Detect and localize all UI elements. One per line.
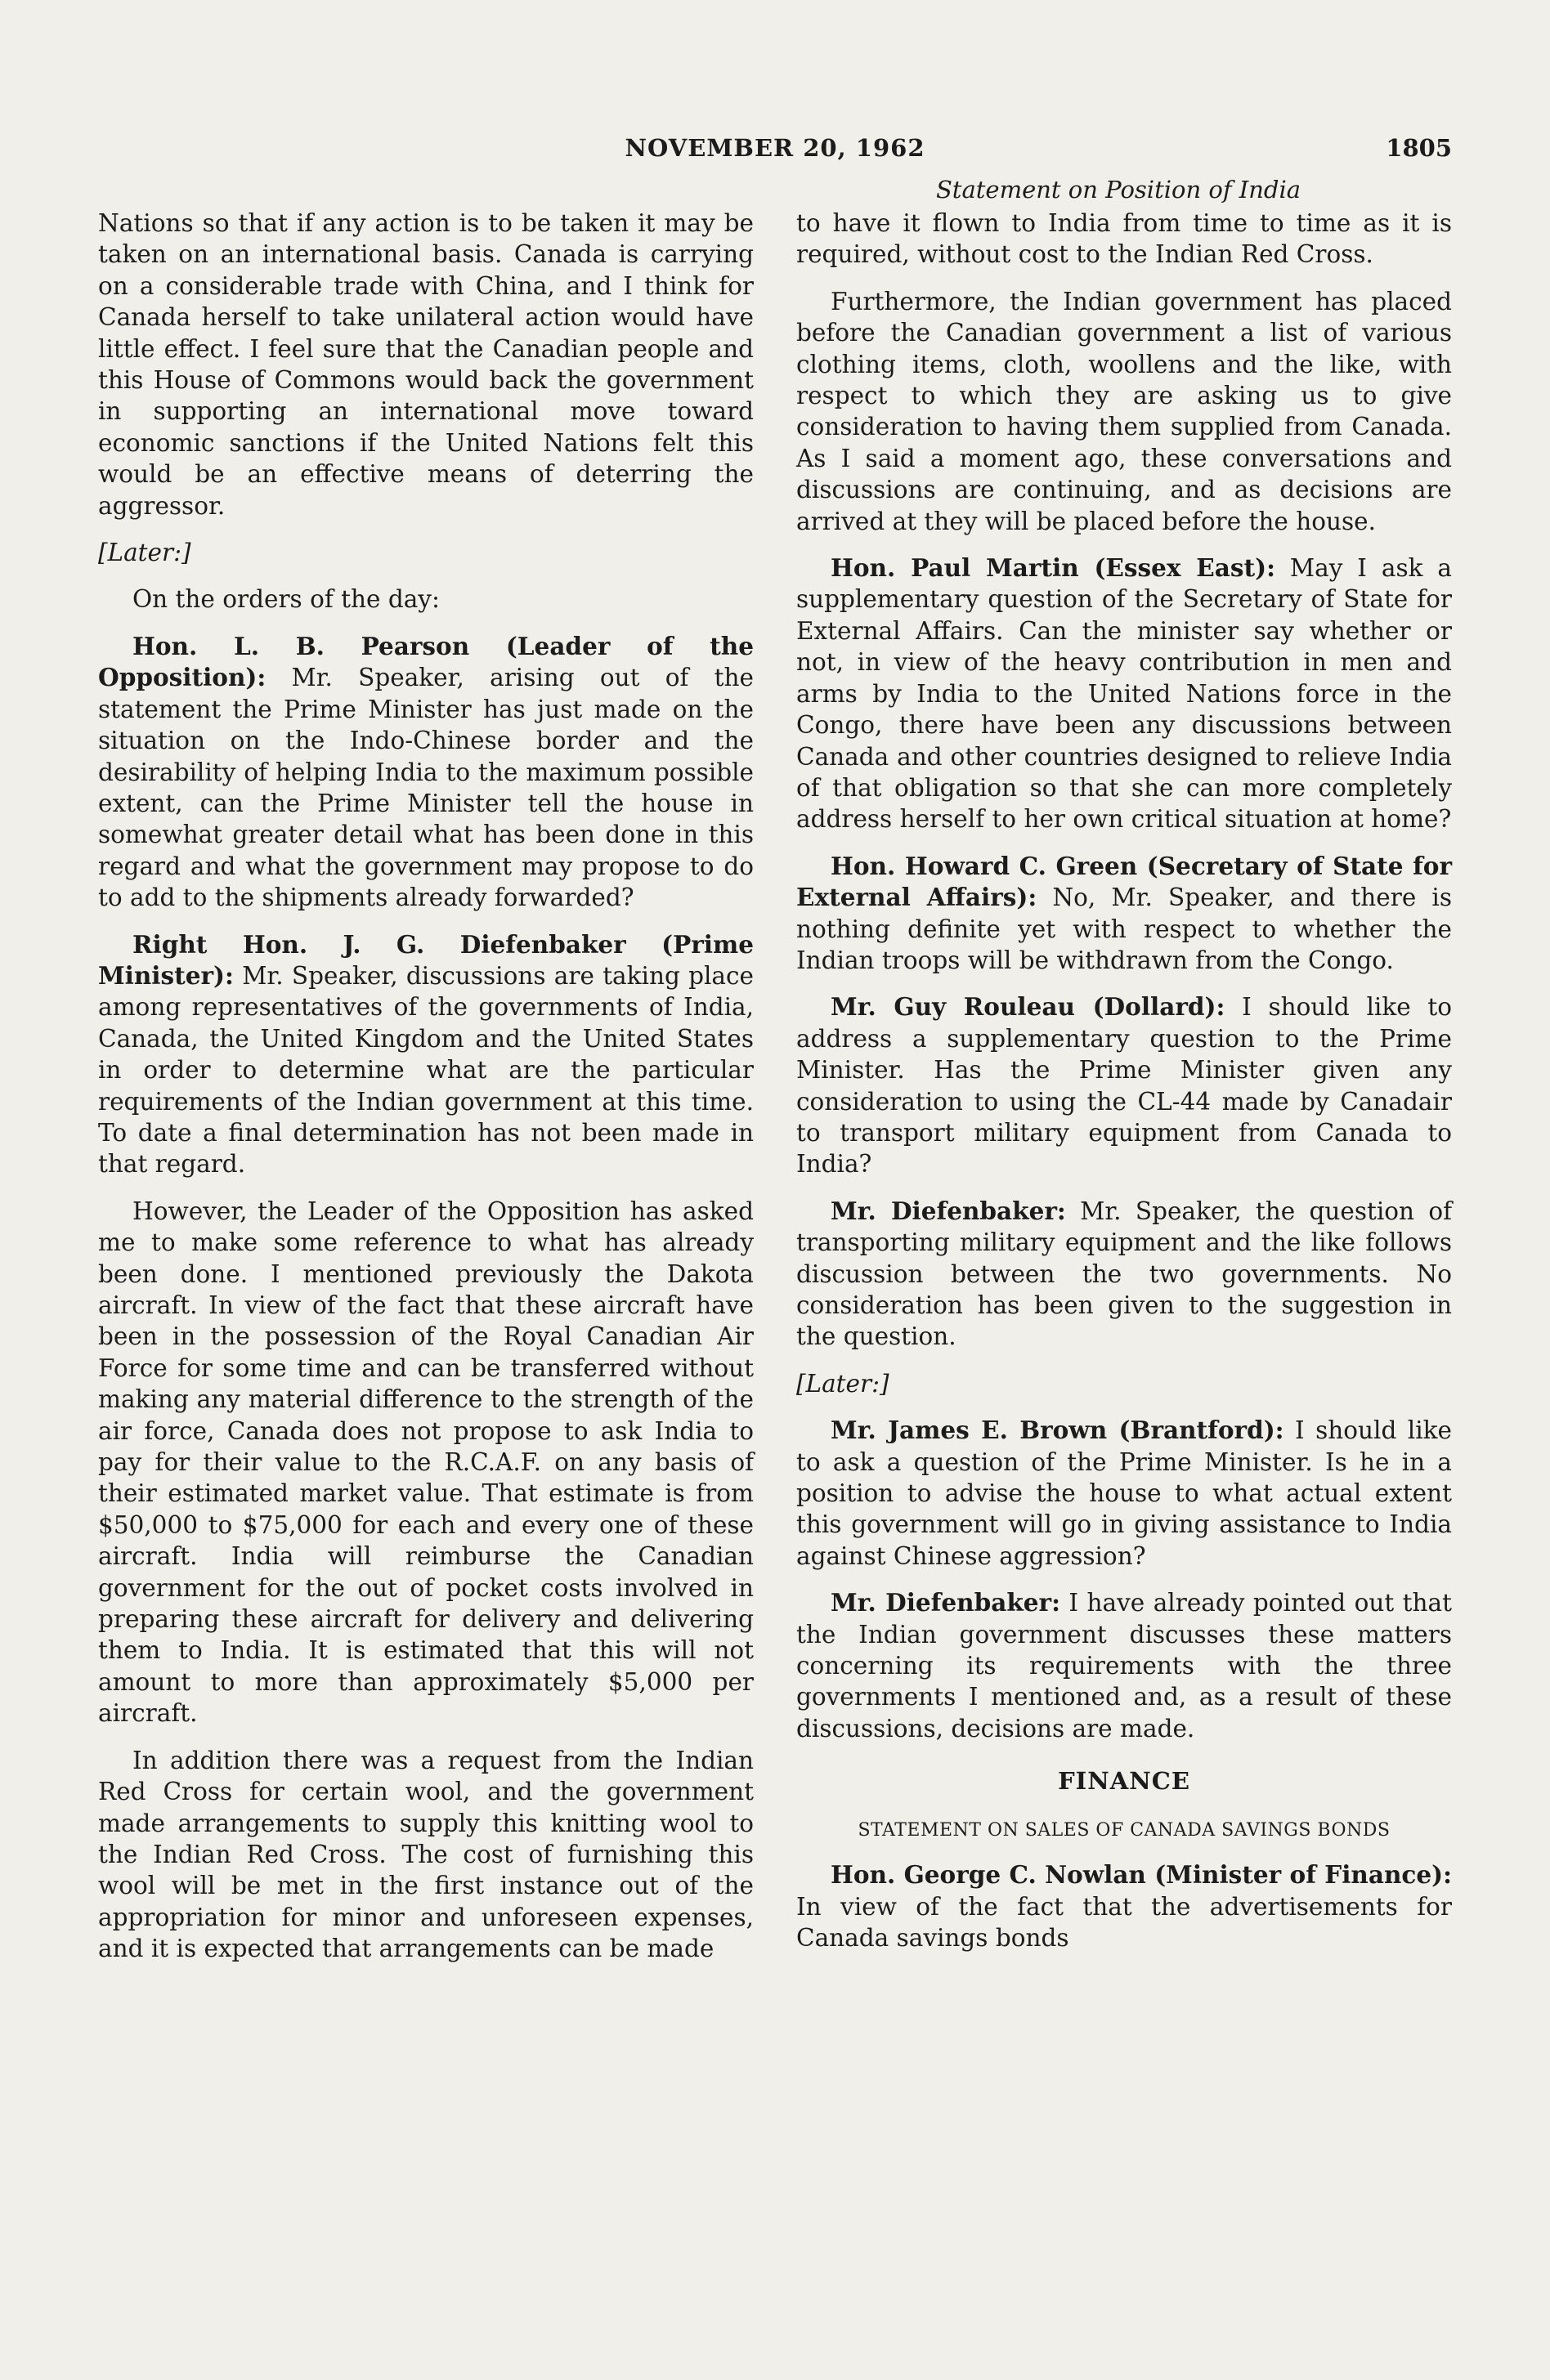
page-date: NOVEMBER 20, 1962 — [625, 134, 925, 162]
speech-text: In view of the fact that the advertisements for Canada savings bonds — [796, 1892, 1452, 1952]
section-title: FINANCE — [1058, 1767, 1190, 1796]
speaker-name: Hon. Paul Martin (Essex East): — [831, 553, 1275, 583]
right-column — [796, 208, 1452, 1980]
page-number: 1805 — [1386, 134, 1452, 162]
page-subject: Statement on Position of India — [935, 176, 1301, 204]
speaker-name: Mr. Diefenbaker: — [831, 1196, 1066, 1225]
paragraph: to have it flown to India from time to time as it is required, without cost to the Indian Red Cross. — [796, 209, 1452, 269]
speech-rouleau — [796, 991, 1452, 1179]
speech-text: I should like to ask a question of the Prime Minister. Is he in a position to advise the house to what actual extent this government will go in giving assistance to India against Chinese aggression? — [796, 1416, 1452, 1570]
speaker-name: Hon. L. B. Pearson (Leader of the Opposition): — [98, 631, 754, 692]
left-column — [98, 208, 754, 1980]
speech-text: Mr. Speaker, the question of transporting military equipment and the like follows discussion between the two governments. No consideration has been given to the suggestion in the question. — [796, 1197, 1452, 1351]
speech-diefenbaker — [796, 1587, 1452, 1744]
speaker-name: Mr. Guy Rouleau (Dollard): — [831, 992, 1225, 1022]
speech-diefenbaker — [98, 929, 754, 1180]
paragraph: However, the Leader of the Opposition has asked me to make some reference to what has already been done. I mentioned previously the Dakota aircraft. In view of the fact that these aircraft have been in the possession of the Royal Canadian Air Force for some time and can be transferred without making any material difference to the strength of the air force, Canada does not propose to ask India to pay for their value to the R.C.A.F. on any basis of their estimated market value. That estimate is from $50,000 to $75,000 for each and every one of these aircraft. India will reimburse the Canadian government for the out of pocket costs involved in preparing these aircraft for delivery and delivering them to India. It is estimated that this will not amount to more than approximately $5,000 per aircraft. — [98, 1197, 754, 1728]
paragraph: Nations so that if any action is to be taken it may be taken on an international basis. Canada is carrying on a considerable trade with China, and I think for Canada herself to take unilateral action would have little effect. I feel sure that the Canadian people and this House of Commons would back the government in supporting an international move toward economic sanctions if the United Nations felt this would be an effective means of deterring the aggressor. — [98, 209, 754, 520]
speaker-name: Right Hon. J. G. Diefenbaker (Prime Minister): — [98, 929, 754, 990]
speaker-name: Mr. James E. Brown (Brantford): — [831, 1416, 1284, 1445]
speech-pearson — [98, 631, 754, 914]
section-subtitle: STATEMENT ON SALES OF CANADA SAVINGS BONDS — [858, 1819, 1391, 1841]
paragraph: Furthermore, the Indian government has placed before the Canadian government a list of various clothing items, cloth, woollens and the like, with respect to which they are asking us to give consideration to having them supplied from Canada. As I said a moment ago, these conversations and discussions are continuing, and as decisions are arrived at they will be placed before the house. — [796, 287, 1452, 535]
running-head — [98, 134, 1452, 175]
speech-green — [796, 851, 1452, 977]
paragraph: In addition there was a request from the Indian Red Cross for certain wool, and the government made arrangements to supply this knitting wool to the Indian Red Cross. The cost of furnishing this wool will be met in the first instance out of the appropriation for minor and unforeseen expenses, and it is expected that arrangements can be made — [98, 1746, 754, 1963]
later-marker: [Later:] — [796, 1369, 889, 1398]
speech-text: I should like to address a supplementary question to the Prime Minister. Has the Prime Minister given any consideration to using the CL-44 made by Canadair to transport military equipment from Canada to India? — [796, 993, 1453, 1179]
text-columns — [98, 208, 1452, 1980]
hansard-page — [98, 134, 1452, 1980]
speech-nowlan — [796, 1859, 1452, 1953]
speaker-name: Mr. Diefenbaker: — [831, 1588, 1060, 1617]
orders-of-day: On the orders of the day: — [132, 585, 440, 614]
speaker-name: Hon. Howard C. Green (Secretary of State for External Affairs): — [796, 851, 1452, 912]
later-marker: [Later:] — [98, 539, 191, 567]
speech-diefenbaker — [796, 1196, 1452, 1353]
speech-text: May I ask a supplementary question of the Secretary of State for External Affairs. Can the minister say whether or not, in view of the heavy contribution in men and arms by India to the United Nations force in the Congo, there have been any discussions between Canada and other countries designed to relieve India of that obligation so that she can more completely address herself to her own critical situation at home? — [796, 554, 1453, 834]
speech-text: I have already pointed out that the Indian government discusses these matters concerning its requirements with the three governments I mentioned and, as a result of these discussions, decisions are made. — [796, 1589, 1452, 1742]
speech-text: Mr. Speaker, arising out of the statement the Prime Minister has just made on the situation on the Indo-Chinese border and the desirability of helping India to the maximum possible extent, can the Prime Minister tell the house in somewhat greater detail what has been done in this regard and what the government may propose to do to add to the shipments already forwarded? — [98, 664, 754, 912]
speaker-name: Hon. George C. Nowlan (Minister of Finance): — [831, 1860, 1452, 1890]
speech-martin — [796, 552, 1452, 835]
speech-text: Mr. Speaker, discussions are taking place among representatives of the governments of India, Canada, the United Kingdom and the United States in order to determine what are the particular requirements of the Indian government at this time. To date a final determination has not been made in that regard. — [98, 961, 754, 1179]
speech-text: No, Mr. Speaker, and there is nothing definite yet with respect to whether the Indian troops will be withdrawn from the Congo. — [796, 884, 1452, 974]
speech-brown — [796, 1415, 1452, 1572]
